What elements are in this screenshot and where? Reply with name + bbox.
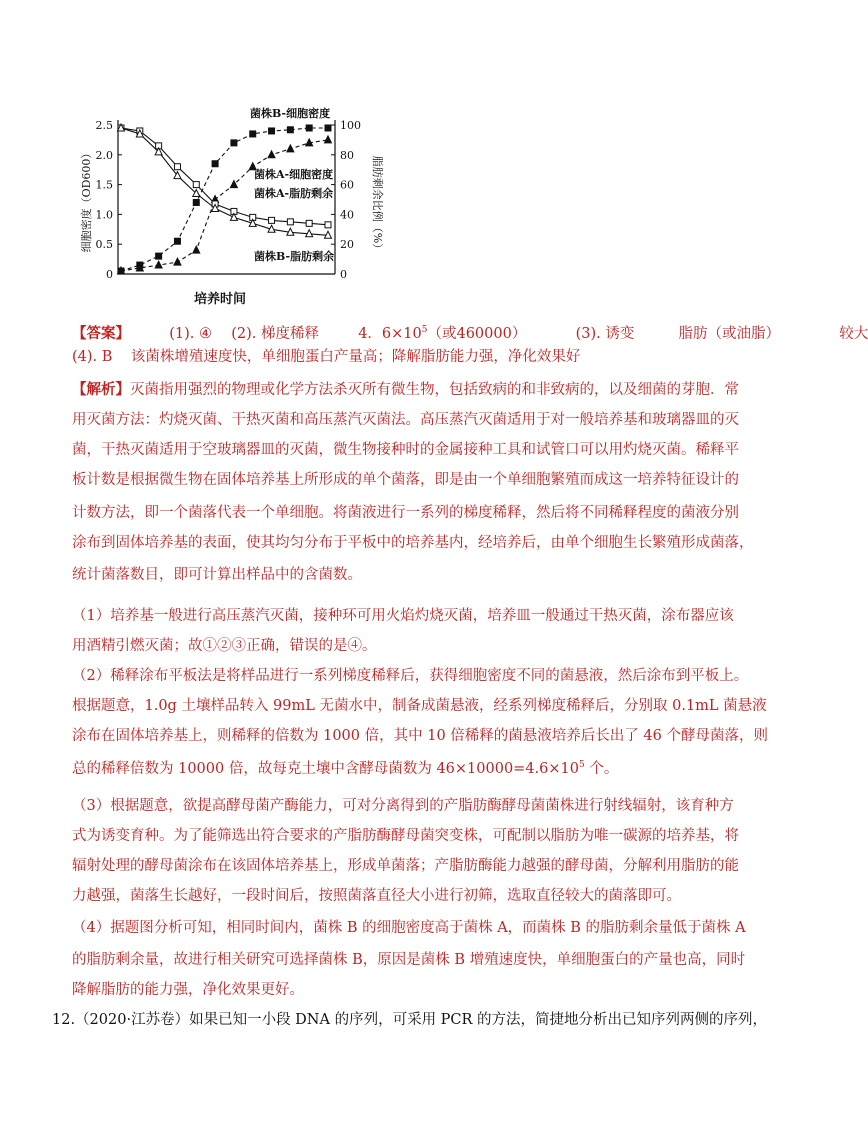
y-right-tick-label: 0 xyxy=(340,268,347,281)
analysis-line: 根据题意，1.0g 土壤样品转入 99mL 无菌水中，制备成菌悬液，经系列梯度稀释后，分别取 0.1mL 菌悬液 xyxy=(72,698,767,714)
y-right-tick-label: 20 xyxy=(340,238,354,252)
x-axis-label: 培养时间 xyxy=(193,292,247,307)
data-point xyxy=(212,161,218,167)
analysis-line: （1）培养基一般进行高压蒸汽灭菌，接种环可用火焰灼烧灭菌，培养皿一般通过干热灭菌，涂布器应该 xyxy=(72,608,734,624)
data-point xyxy=(174,238,180,244)
data-point xyxy=(306,220,312,226)
series-label: 菌株A-脂肪剩余 xyxy=(254,187,334,200)
analysis-line: 用酒精引燃灭菌；故①②③正确，错误的是④。 xyxy=(72,638,377,654)
y-right-tick-label: 100 xyxy=(340,119,361,132)
analysis-line-1: 【解析】灭菌指用强烈的物理或化学方法杀灭所有微生物，包括致病的和非致病的，以及细菌的芽胞．常 xyxy=(72,381,739,398)
data-point xyxy=(287,219,293,225)
data-point xyxy=(325,222,331,228)
analysis-line: 降解脂肪的能力强，净化效果更好。 xyxy=(72,982,304,998)
data-point xyxy=(269,217,275,223)
chart-series-group xyxy=(118,106,335,274)
y-right-tick-label: 40 xyxy=(340,208,354,222)
answer-part-4: (3). 诱变 xyxy=(575,325,635,342)
data-point xyxy=(325,125,331,131)
analysis-line: （4）据题图分析可知，相同时间内，菌株 B 的细胞密度高于菌株 A，而菌株 B 的脂肪剩余量低于菌株 A xyxy=(72,920,746,936)
data-point xyxy=(287,127,293,133)
analysis-line: 统计菌落数目，即可计算出样品中的含菌数。 xyxy=(72,567,362,583)
answer-line-1 xyxy=(72,320,868,344)
analysis-line-13: 总的稀释倍数为 10000 倍，故每克土壤中含酵母菌数为 $46\times 10000=4.6\times 10^5$ 个。 xyxy=(72,760,619,777)
y-right-tick-label: 60 xyxy=(340,178,354,192)
data-point xyxy=(250,131,256,137)
series-label: 菌株B-细胞密度 xyxy=(250,107,331,120)
y-left-tick-label: 1.5 xyxy=(95,178,113,192)
data-point xyxy=(193,246,200,253)
analysis-line: 涂布到固体培养基的表面，使其均匀分布于平板中的培养基内，经培养后，由单个细胞生长繁殖形成菌落， xyxy=(72,535,754,551)
data-point xyxy=(174,164,180,170)
data-point xyxy=(174,258,181,265)
data-point xyxy=(231,140,237,146)
series-label: 菌株B-脂肪剩余 xyxy=(254,250,335,263)
y-right-tick-label: 80 xyxy=(340,148,354,162)
growth-chart xyxy=(70,85,384,310)
y-left-tick-label: 2.5 xyxy=(95,119,113,132)
answer-part-2: (2). 梯度稀释 xyxy=(231,325,319,342)
analysis-line: 的脂肪剩余量，故进行相关研究可选择菌株 B，原因是菌株 B 增殖速度快，单细胞蛋白的产量也高，同时 xyxy=(72,952,746,968)
data-point xyxy=(268,151,275,158)
data-point xyxy=(269,128,275,134)
analysis-line: 菌，干热灭菌适用于空玻璃器皿的灭菌，微生物接种时的金属接种工具和试管口可以用灼烧灭菌。稀释平 xyxy=(72,442,739,458)
series-line xyxy=(121,128,328,235)
data-point xyxy=(325,136,332,143)
analysis-line: 式为诱变育种。为了能筛选出符合要求的产脂肪酶酵母菌突变株，可配制以脂肪为唯一碳源的培养基，将 xyxy=(72,828,739,844)
analysis-line: 板计数是根据微生物在固体培养基上所形成的单个菌落，即是由一个单细胞繁殖而成这一培养特征设计的 xyxy=(72,472,739,488)
y-left-tick-label: 2.0 xyxy=(95,148,113,162)
answer-line-2: (4). B 该菌株增殖速度快，单细胞蛋白产量高；降解脂肪能力强，净化效果好 xyxy=(72,349,581,365)
data-point xyxy=(155,261,162,268)
data-point xyxy=(306,125,312,131)
analysis-line: 辐射处理的酵母菌涂布在该固体培养基上，形成单菌落；产脂肪酶能力越强的酵母菌，分解利用脂肪的能 xyxy=(72,858,739,874)
answer-part-5: 脂肪（或油脂） xyxy=(678,325,781,342)
answer-part-6: 较大 xyxy=(839,325,868,342)
analysis-line: 力越强，菌落生长越好，一段时间后，按照菌落直径大小进行初筛，选取直径较大的菌落即可。 xyxy=(72,888,681,904)
answer-part-1: (1). ④ xyxy=(169,325,212,342)
y-left-tick-label: 1.0 xyxy=(95,208,113,222)
analysis-line: （2）稀释涂布平板法是将样品进行一系列梯度稀释后，获得细胞密度不同的菌悬液，然后涂布到平板上。 xyxy=(72,668,749,684)
answer-tag: 【答案】 xyxy=(72,324,130,342)
data-point xyxy=(193,182,199,188)
answer-part-3: 4．$6\times 10^5$（或460000） xyxy=(358,325,527,342)
data-point xyxy=(156,253,162,259)
y-left-tick-label: 0.5 xyxy=(95,238,113,252)
next-question: 12.（2020·江苏卷）如果已知一小段 DNA 的序列，可采用 PCR 的方法，简捷地分析出已知序列两侧的序列， xyxy=(52,1012,768,1028)
y-right-axis-label: 脂肪剩余比例（%） xyxy=(371,155,384,255)
analysis-line: （3）根据题意，欲提高酵母菌产酶能力，可对分离得到的产脂肪酶酵母菌菌株进行射线辐射，该育种方 xyxy=(72,798,734,814)
analysis-tag: 【解析】 xyxy=(72,381,130,398)
y-left-axis-label: 细胞密度（OD600） xyxy=(80,147,93,253)
series-label: 菌株A-细胞密度 xyxy=(254,168,334,181)
data-point xyxy=(193,199,199,205)
y-left-tick-label: 0 xyxy=(106,268,113,281)
analysis-line: 计数方法，即一个菌落代表一个单细胞。将菌液进行一系列的梯度稀释，然后将不同稀释程度的菌液分别 xyxy=(72,505,739,521)
analysis-line: 用灭菌方法：灼烧灭菌、干热灭菌和高压蒸汽灭菌法。高压蒸汽灭菌适用于对一般培养基和玻璃器皿的灭 xyxy=(72,412,739,428)
analysis-line: 涂布在固体培养基上，则稀释的倍数为 1000 倍，其中 10 倍稀释的菌悬液培养后长出了 46 个酵母菌落，则 xyxy=(72,728,768,744)
